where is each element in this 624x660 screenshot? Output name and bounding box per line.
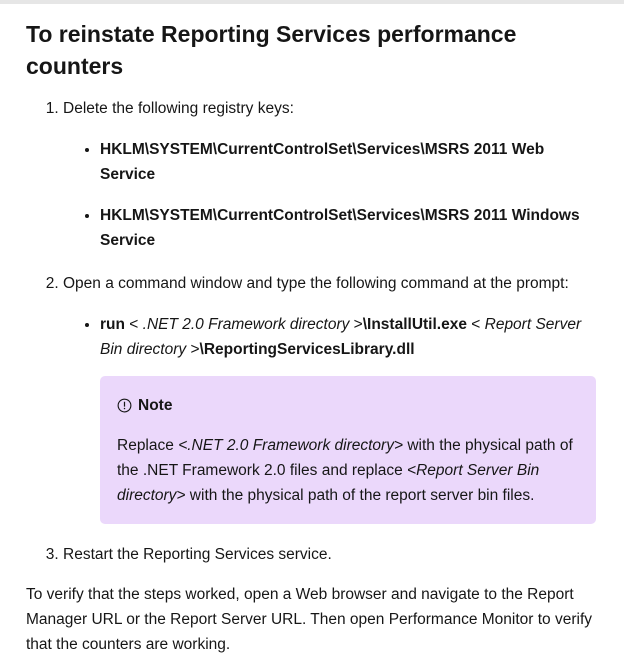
registry-keys-list [63, 137, 596, 253]
note-middle: with the physical path of the .NET Framework 2.0 files and replace [117, 437, 573, 479]
note-header [117, 393, 578, 418]
command-lt-1: < [124, 316, 143, 333]
registry-key-web-service: • HKLM\SYSTEM\CurrentControlSet\Services\MSRS 2011 Web Service [100, 137, 596, 187]
command-line [100, 312, 596, 362]
command-run: run [100, 316, 125, 333]
step-3 [63, 542, 596, 567]
note-placeholder-bin: <Report Server Bin directory> [117, 462, 540, 504]
command-bin-dir: Report Server Bin directory [100, 316, 582, 358]
registry-key-windows-service: • HKLM\SYSTEM\CurrentControlSet\Services\MSRS 2011 Windows Service [100, 203, 596, 253]
step-1-text: Delete the following registry keys: [63, 100, 294, 117]
note-placeholder-framework: <.NET 2.0 Framework directory> [178, 437, 404, 454]
command-gt-1: > [349, 316, 363, 333]
note-title: Note [138, 397, 173, 414]
note-replace: Replace [117, 437, 179, 454]
info-icon [117, 398, 132, 413]
command-installutil: \InstallUtil.exe [362, 316, 467, 333]
note-body [117, 433, 578, 508]
command-library-dll: \ReportingServicesLibrary.dll [199, 341, 415, 358]
note-end: with the physical path of the report server bin files. [185, 487, 535, 504]
command-lt-2: < [466, 316, 485, 333]
note-callout [100, 376, 596, 524]
step-2-text: Open a command window and type the following command at the prompt: [63, 275, 569, 292]
step-1 [63, 96, 596, 253]
article-content [26, 18, 596, 657]
command-gt-2: > [186, 341, 200, 358]
section-heading: To reinstate Reporting Services performance counters [26, 21, 517, 79]
step-3-text: Restart the Reporting Services service. [63, 546, 332, 563]
top-divider [0, 0, 624, 4]
step-2 [63, 271, 596, 524]
command-framework-dir: .NET 2.0 Framework directory [142, 316, 350, 333]
steps-list [26, 96, 596, 567]
verify-paragraph: To verify that the steps worked, open a Web browser and navigate to the Report Manager URL or the Report Server URL. Then open Performance Monitor to verify that the counters are working. [26, 586, 593, 653]
command-list [63, 312, 596, 362]
